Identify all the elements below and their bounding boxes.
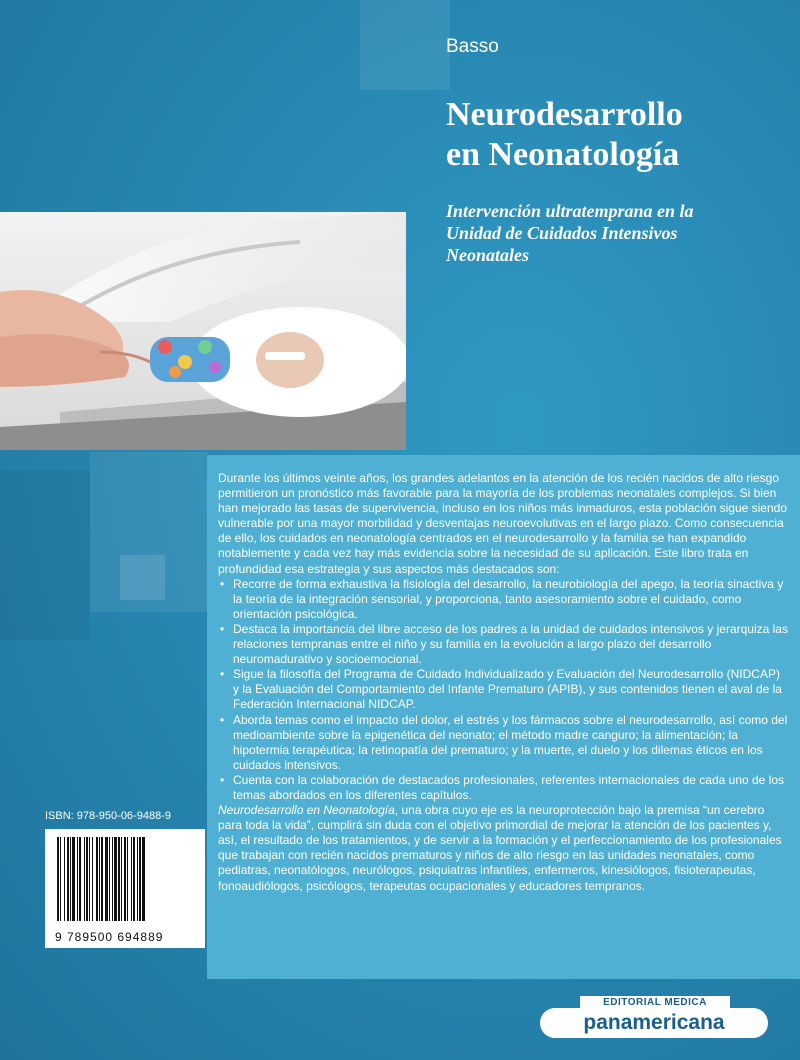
decorative-square xyxy=(0,470,90,640)
book-subtitle xyxy=(446,200,786,266)
barcode-bar xyxy=(114,837,117,921)
book-title-line: Neurodesarrollo xyxy=(446,96,683,133)
closing-text: , una obra cuyo eje es la neuroprotección bajo la premisa “un cerebro para toda la vida”, cumplirá sin duda con el objetivo primordial de mejorar la atención de los pacientes y, así, el resultado de los tratamientos, y de servir a la formación y el perfeccionamiento de los profesionales que trabajan con recién nacidos prematuros y niños de alto riesgo en las unidades neonatales, como pediatras, neonatólogos, neurólogos, psiquiatras infantiles, enfermeros, kinesiólogos, fisioterapeutas, fonoaudiólogos, psicólogos, terapeutas ocupacionales y educadores tempranos. xyxy=(218,803,782,893)
decorative-square xyxy=(360,0,450,90)
list-item xyxy=(218,713,788,773)
subtitle-line: Neonatales xyxy=(446,245,529,265)
list-item xyxy=(218,622,788,667)
barcode-bar xyxy=(67,837,69,921)
barcode-bar xyxy=(133,837,135,921)
barcode-bar xyxy=(105,837,108,921)
barcode-bar xyxy=(84,837,85,921)
barcode-bars xyxy=(45,829,205,929)
barcode-bar xyxy=(72,837,75,921)
book-title-line: en Neonatología xyxy=(446,136,680,173)
publisher-tagline: EDITORIAL MEDICA xyxy=(580,996,730,1010)
list-item xyxy=(218,577,788,622)
barcode-bar xyxy=(112,837,113,921)
list-item-text: Recorre de forma exhaustiva la fisiología del desarrollo, la neurobiología del apego, la teoría sinactiva y la teoría de la integración sensorial, y proporciona, tanto asesoramiento sobre el cuidado, como orientación psicológica. xyxy=(233,576,784,621)
barcode-bar xyxy=(92,837,93,921)
author-name: Basso xyxy=(446,36,499,57)
barcode-bar xyxy=(57,837,59,921)
publisher-logo xyxy=(540,996,768,1040)
closing-book-title: Neurodesarrollo en Neonatología xyxy=(218,803,395,818)
barcode-bar xyxy=(127,837,128,921)
cover-photo-newborn-incubator xyxy=(0,212,406,450)
list-item-text: Aborda temas como el impacto del dolor, el estrés y los fármacos sobre el neurodesarrollo, así como del medioambiente sobre la epigenética del neonato; el método madre canguro; la alimentación; la hipotermia terapéutica; la retinopatía del prematuro; y la muerte, el duelo y los dilemas éticos en los cuidados intensivos. xyxy=(233,712,788,772)
barcode-bar xyxy=(60,837,61,921)
bullet-icon: • xyxy=(220,621,225,636)
barcode-bar xyxy=(86,837,88,921)
isbn-barcode xyxy=(45,829,205,948)
list-item xyxy=(218,773,788,803)
subtitle-line: Unidad de Cuidados Intensivos xyxy=(446,223,678,243)
bullet-icon: • xyxy=(220,576,225,591)
list-item-text: Sigue la filosofía del Programa de Cuidado Individualizado y Evaluación del Neurodesarrollo (NIDCAP) y la Evaluación del Comportamiento del Infante Prematuro (APIB), y sus contenidos tienen el aval de la Federación Internacional NIDCAP. xyxy=(233,667,782,712)
barcode-bar xyxy=(121,837,122,921)
barcode-bar xyxy=(142,837,145,921)
barcode-bar xyxy=(109,837,110,921)
isbn-label: ISBN: 978-950-06-9488-9 xyxy=(45,810,171,822)
intro-paragraph: Durante los últimos veinte años, los grandes adelantos en la atención de los recién nacidos de alto riesgo permitieron un pronóstico más favorable para la mayoría de los problemas neonatales complejos. Si bien han mejorado las tasas de supervivencia, incluso en los niños más inmaduros, esta población sigue siendo vulnerable por una mayor morbilidad y desventajas neuroevolutivas en el largo plazo. Como consecuencia de ello, los cuidados en neonatología centrados en el neurodesarrollo y la familia se han expandido notablemente y cada vez hay más evidencia sobre la necesidad de su aplicación. Este libro trata en profundidad esa estrategia y sus aspectos más destacados son: xyxy=(218,471,787,576)
highlights-list xyxy=(218,577,788,803)
book-title xyxy=(446,95,786,175)
list-item xyxy=(218,667,788,712)
bullet-icon: • xyxy=(220,772,225,787)
barcode-bar xyxy=(64,837,65,921)
subtitle-line: Intervención ultratemprana en la xyxy=(446,201,694,221)
barcode-bar xyxy=(96,837,98,921)
bullet-icon: • xyxy=(220,667,225,682)
barcode-bar xyxy=(131,837,132,921)
barcode-bar xyxy=(139,837,141,921)
barcode-bar xyxy=(124,837,126,921)
barcode-bar xyxy=(137,837,138,921)
barcode-bar xyxy=(89,837,90,921)
barcode-bar xyxy=(99,837,100,921)
decorative-square xyxy=(120,555,165,600)
barcode-bar xyxy=(118,837,120,921)
publisher-name: panamericana xyxy=(540,1008,768,1038)
list-item-text: Destaca la importancia del libre acceso de los padres a la unidad de cuidados intensivos y jerarquiza las relaciones tempranas entre el niño y su familia en la evolución a largo plazo del desarrollo neuromadurativo y socioemocional. xyxy=(233,621,788,667)
back-cover-description xyxy=(218,471,788,894)
list-item-text: Cuenta con la colaboración de destacados profesionales, referentes internacionales de cada uno de los temas abordados en los diferentes capítulos. xyxy=(233,772,785,802)
barcode-bar xyxy=(79,837,81,921)
barcode-digits: 9 789500 694889 xyxy=(55,930,164,944)
barcode-bar xyxy=(101,837,103,921)
bullet-icon: • xyxy=(220,712,225,727)
barcode-bar xyxy=(70,837,71,921)
barcode-bar xyxy=(77,837,78,921)
closing-paragraph xyxy=(218,803,788,894)
